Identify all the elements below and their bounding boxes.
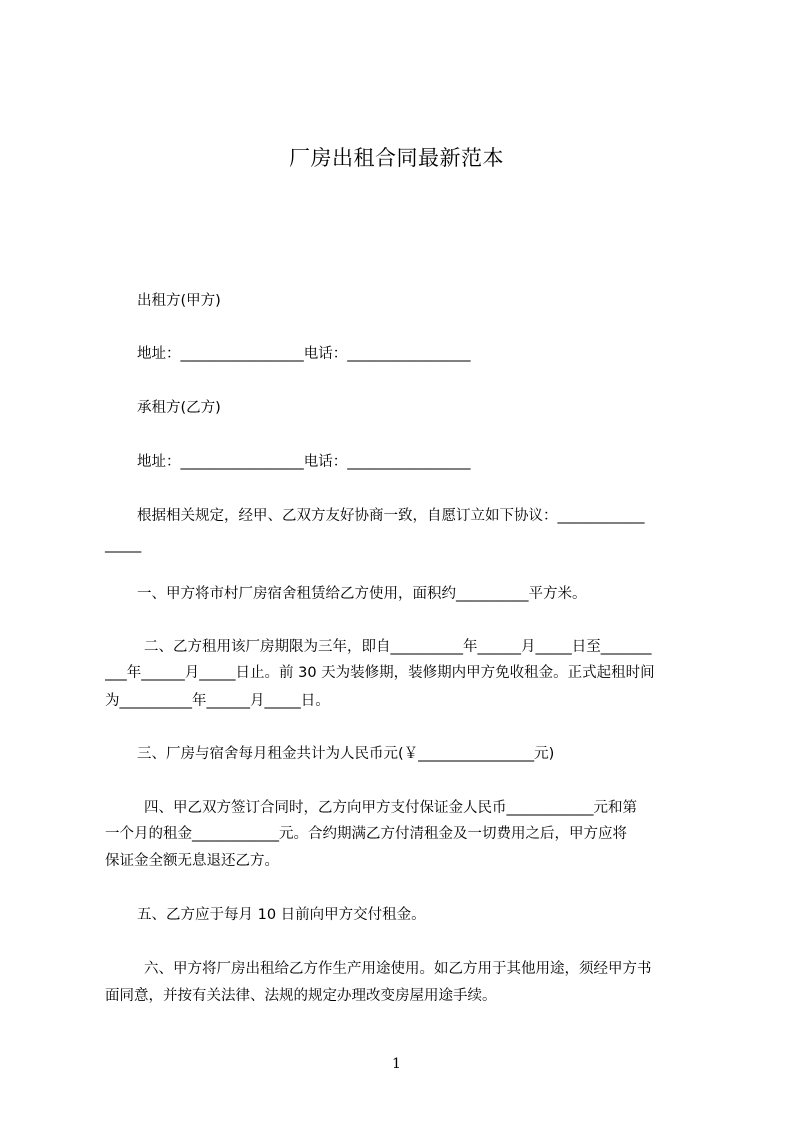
intro-line-1: 根据相关规定，经甲、乙双方友好协商一致，自愿订立如下协议：____________ bbox=[137, 508, 645, 524]
clause-5: 五、乙方应于每月 10 日前向甲方交付租金。 bbox=[137, 907, 426, 923]
intro-line-2: _____ bbox=[105, 537, 142, 553]
clause-3: 三、厂房与宿舍每月租金共计为人民币元(￥________________元) bbox=[137, 746, 555, 762]
clause-2-line-1: 二、乙方租用该厂房期限为三年，即自__________年______月_____日至_______ bbox=[144, 639, 652, 655]
lessor-label: 出租方(甲方) bbox=[137, 293, 221, 309]
clause-6-line-1: 六、甲方将厂房出租给乙方作生产用途使用。如乙方用于其他用途，须经甲方书 bbox=[144, 961, 652, 977]
lessor-address-phone-line: 地址：_________________电话：_________________ bbox=[137, 346, 471, 362]
clause-2-line-3: 为__________年______月_____日。 bbox=[105, 693, 330, 709]
lessee-address-phone-line: 地址：_________________电话：_________________ bbox=[137, 454, 471, 470]
lessee-label: 承租方(乙方) bbox=[137, 400, 221, 416]
clause-2-line-2: ___年______月_____日止。前 30 天为装修期，装修期内甲方免收租金。正式起租时间 bbox=[105, 665, 655, 681]
clause-6-line-2: 面同意，并按有关法律、法规的规定办理改变房屋用途手续。 bbox=[105, 988, 497, 1004]
clause-4-line-2: 一个月的租金____________元。合约期满乙方付清租金及一切费用之后，甲方应将 bbox=[105, 826, 627, 842]
clause-4-line-1: 四、甲乙双方签订合同时，乙方向甲方支付保证金人民币____________元和第 bbox=[144, 800, 637, 816]
page-number: 1 bbox=[392, 1056, 401, 1072]
document-title: 厂房出租合同最新范本 bbox=[289, 146, 504, 170]
clause-1: 一、甲方将市村厂房宿舍租赁给乙方使用，面积约__________平方米。 bbox=[137, 586, 587, 602]
clause-4-line-3: 保证金全额无息退还乙方。 bbox=[105, 853, 279, 869]
